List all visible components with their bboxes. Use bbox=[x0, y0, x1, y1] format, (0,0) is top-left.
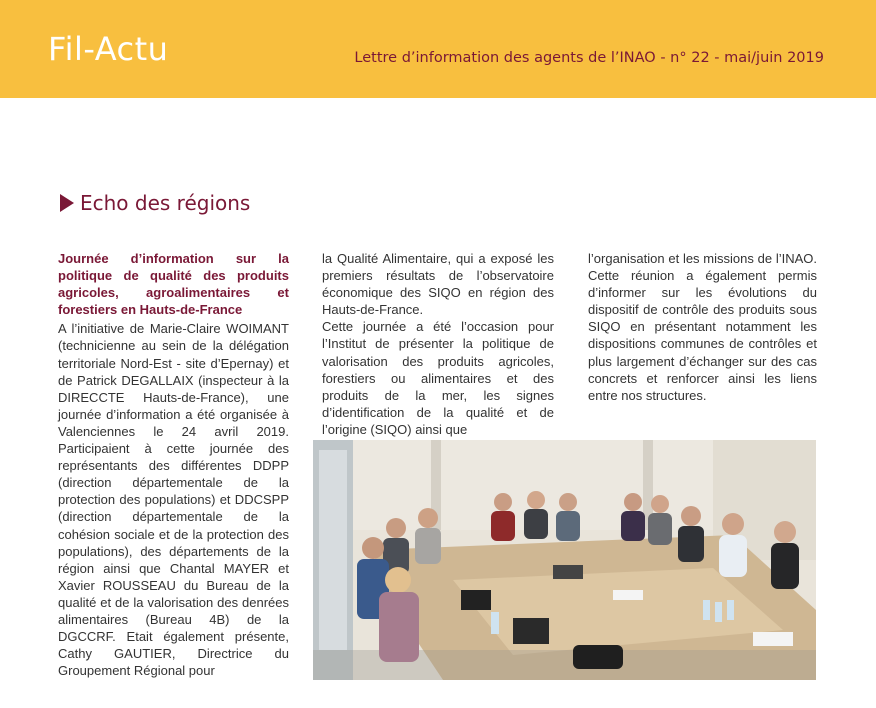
section-heading bbox=[60, 191, 250, 215]
newsletter-subtitle: Lettre d’information des agents de l’INAO - n° 22 - mai/juin 2019 bbox=[354, 50, 824, 66]
newsletter-title: Fil-Actu bbox=[48, 30, 169, 68]
header-banner bbox=[0, 0, 876, 98]
article-title: Journée d’information sur la politique de qualité des produits agricoles, agroalimentaires et forestiers en Hauts-de-France bbox=[58, 251, 289, 318]
section-title: Echo des régions bbox=[80, 191, 251, 215]
article-paragraph: Cette journée a été l’occasion pour l’Institut de présenter la politique de valorisation des produits agricoles, forestiers ou alimentaires et des produits de la mer, les signes d’identification de la qualité et de l’origine (SIQO) ainsi que bbox=[322, 319, 554, 437]
meeting-photo bbox=[313, 440, 816, 680]
article-column-3 bbox=[588, 250, 817, 404]
triangle-bullet-icon bbox=[60, 194, 74, 212]
article-column-2 bbox=[322, 250, 554, 438]
article-paragraph: A l’initiative de Marie-Claire WOIMANT (technicienne au sein de la délégation territoriale Nord-Est - site d’Epernay) et de Patrick DEGALLAIX (inspecteur à la DIRECCTE Hauts-de-France), une journée d’information a été organisée à Valenciennes le 24 avril 2019. Participaient à cette journée des représentants des différentes DDPP (direction départementale de la protection des populations) et DDCSPP (direction départementale de la cohésion sociale et de la protection des populations), des départements de la région ainsi que Chantal MAYER et Xavier ROUSSEAU du Bureau de la qualité et de la valorisation des denrées alimentaires (Bureau 4B) de la DGCCRF. Etait également présente, Cathy GAUTIER, Directrice du Groupement Régional pour bbox=[58, 321, 289, 679]
article-column-1 bbox=[58, 250, 289, 679]
article-paragraph: la Qualité Alimentaire, qui a exposé les premiers résultats de l’observatoire économique des SIQO en région des Hauts-de-France. bbox=[322, 251, 554, 318]
article-paragraph: l’organisation et les missions de l’INAO. Cette réunion a également permis d’informer sur les évolutions du dispositif de contrôle des produits sous SIQO en présentant notamment les dispositions communes de contrôles et plus largement d’échanger sur des cas concrets et renforcer ainsi les liens entre nos structures. bbox=[588, 251, 817, 403]
